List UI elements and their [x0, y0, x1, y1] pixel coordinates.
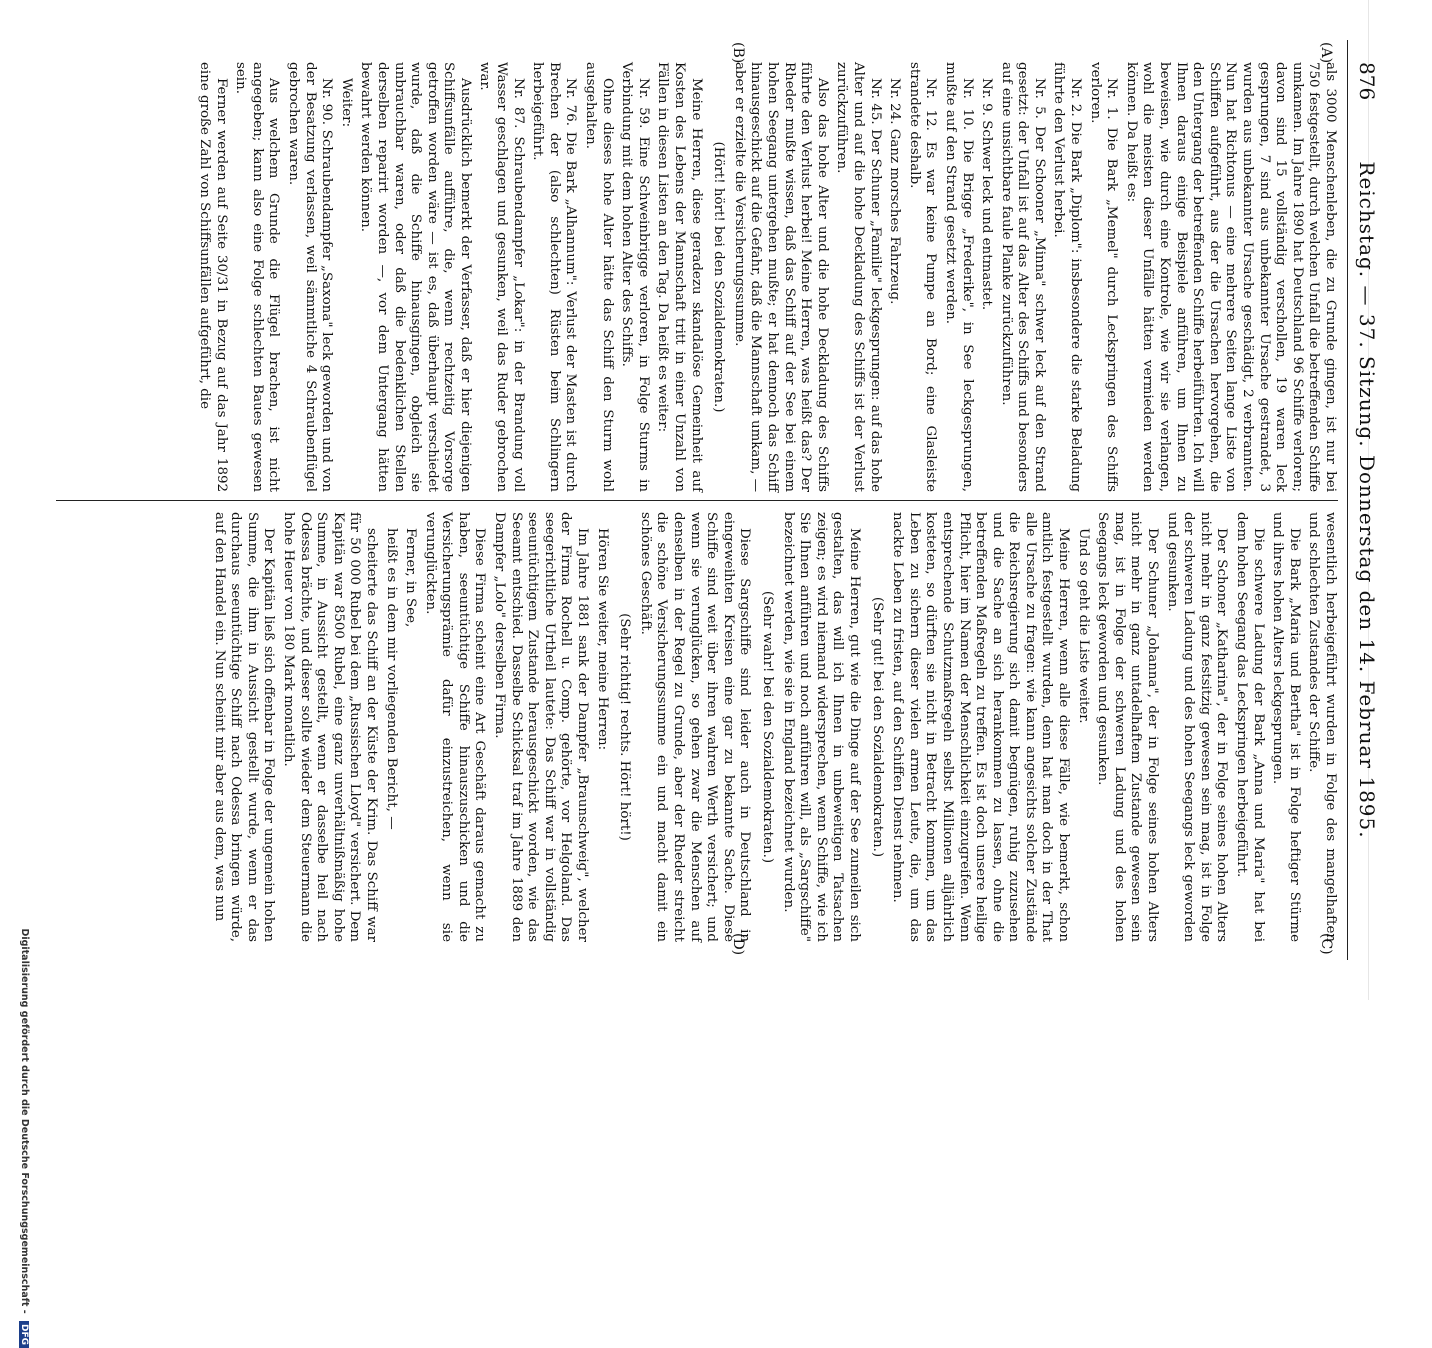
- credit-text: Digitalisierung gefördert durch die Deutsche Forschungsgemeinschaft -: [19, 928, 30, 1314]
- right-column-paragraph: Meine Herren, wenn alle diese Fälle, wie bemerkt, schon amtlich festgestellt wurden, denn hat man doch in der That alle Ursache zu fragen: wie kann angesichts solcher Zustände die Reichsregierung sich damit begnügen, ruhig zuzusehen und die Sache an sich herankommen zu lassen, ohne die betreffenden Maßregeln zu treffen. Es ist doch unsere heilige Pflicht, hier im Namen der Menschlichkeit einzugreifen. Wenn entsprechende Schutzmaßregeln selbst Millionen alljährlich kosteten, so dürften sie nicht in Betracht kommen, um das Leben zu sichern dieser vielen armen Leute, die, um das nackte Leben zu fristen, auf den Schiffen Dienst nehmen.: [890, 512, 1072, 942]
- right-column-paragraph: scheiterte das Schiff an der Küste der Krim. Das Schiff war für 50 000 Rubel bei dem „Russischen Lloyd" versichert. Dem Kapitän war 8500 Rubel, eine ganz unverhältnißmäßig hohe Summe, in Aussicht gestellt, wenn er dasselbe heil nach Odessa brächte, und dieser sollte wieder dem Steuermann die hohe Heuer von 180 Mark monatlich.: [280, 512, 379, 942]
- page-header: [1347, 40, 1386, 960]
- right-column-paragraph: Der Kapitän ließ sich offenbar in Folge der ungemein hohen Summe, die ihm in Aussicht gestellt wurde, wenn er das durchaus seeuntüchtige Schiff nach Odessa bringen würde, auf den Handel ein. Nun scheint mir aber aus dem, was nun: [211, 512, 277, 942]
- left-column-paragraph: Nr. 24. Ganz morsches Fahrzeug.: [887, 78, 903, 305]
- left-column-paragraph: Nr. 76. Die Bark „Alhannum": Verlust der Masten ist durch Brechen der (also schlechten) Rüsten beim Schlingern herbeigeführt.: [530, 62, 579, 492]
- margin-mark-b: (B): [730, 42, 746, 64]
- left-column-paragraph: Nr. 90. Schraubendampfer „Saxona" leck geworden und von der Besatzung verlassen, weil sämmtliche 4 Schraubenflügel gebrochen waren.: [285, 62, 335, 492]
- dfg-logo: DFG: [19, 1321, 29, 1348]
- page-title: Reichstag. — 37. Sitzung. Donnerstag den 14. Februar 1895.: [1355, 161, 1379, 839]
- page-number: 876: [1355, 62, 1379, 101]
- left-column-paragraph: Nr. 87. Schraubendampfer „Lokar": in der Brandung voll Wasser geschlagen und gesunken, weil das Ruder gebrochen war.: [477, 62, 526, 492]
- left-column-paragraph: Nr. 10. Die Brigge „Frederike", in See leckgesprungen, mußte auf den Strand gesetzt werden.: [942, 62, 975, 492]
- right-column-paragraph: wesentlich herbeigeführt wurden in Folge des mangelhaften und schlechten Zustandes der Schiffe.: [1306, 512, 1338, 942]
- left-column-paragraph: Nr. 12. Es war keine Pumpe an Bord; eine Glasleiste strandete deshalb.: [906, 62, 939, 492]
- right-column-paragraph: heißt es in dem mir vorliegenden Bericht, —: [383, 528, 399, 830]
- right-column-paragraph: (Sehr richtig! rechts. Hört! hört!): [617, 613, 633, 841]
- left-column: [46, 62, 1338, 492]
- right-column-paragraph: Hören Sie weiter, meine Herren:: [594, 528, 610, 751]
- left-column-paragraph: Also das hohe Alter und die hohe Deckladung des Schiffs führte den Verlust herbei! Meine Herren, was heißt das? Der Rheder mußte wissen, daß das Schiff auf der See bei einem hohen Seegang untergehen mußte; er hat dennoch das Schiff hinausgeschickt auf die Gefahr, daß die Mannschaft umkam, — aber er erzielte die Versicherungssumme.: [731, 62, 830, 492]
- digitization-credit: [16, 48, 30, 1348]
- right-column-paragraph: Die schwere Ladung der Bark „Anna und Maria" hat bei dem hohen Seegang das Leckspringen herbeigeführt.: [1234, 512, 1266, 942]
- left-column-paragraph: (Hört! hört! bei den Sozialdemokraten.): [711, 141, 727, 413]
- left-column-paragraph: Aus welchem Grunde die Flügel brachen, ist nicht angegeben; kann also eine Folge schlechten Baues gewesen sein.: [233, 62, 282, 492]
- margin-mark-d: (D): [730, 933, 746, 956]
- left-column-paragraph: Weiter:: [338, 78, 354, 128]
- document-page: [19, 40, 1386, 1345]
- margin-mark-c: (C): [1318, 933, 1334, 955]
- left-column-paragraph: Ohne dieses hohe Alter hätte das Schiff den Sturm wohl ausgehalten.: [583, 62, 615, 492]
- right-column-paragraph: Und so geht die Liste weiter.: [1075, 528, 1091, 724]
- left-column-paragraph: Nr. 59. Eine Schweinbrigge verloren, in Folge Sturms in Verbindung mit dem hohen Alter des Schiffs.: [619, 62, 651, 492]
- left-column-paragraph: Nr. 5. Der Schooner „Minna" schwer leck auf den Strand gesetzt: der Unfall ist auf das Alter des Schiffs und besonders auf eine unsichtbare faule Planke zurückzuführen.: [998, 62, 1047, 492]
- right-column-paragraph: Der Schuner „Johanna", der in Folge seines hohen Alters nicht mehr in ganz untadelhaftem Zustande gewesen sein mag, ist in Folge der schweren Ladung und des hohen Seegangs leck geworden und gesunken.: [1095, 512, 1161, 942]
- right-column-paragraph: Diese Firma scheint eine Art Geschäft daraus gemacht zu haben, seeuntüchtige Schiffe hinauszuschicken und die Versicherungsprämie dafür einzustreichen, wenn sie verunglückten.: [422, 512, 488, 942]
- right-column-paragraph: Im Jahre 1881 sank der Dampfer „Braunschweig", welcher der Firma Rochell u. Comp. gehörte, vor Helgoland. Das seegerichtliche Urtheil lautete: Das Schiff war in vollständig seeuntüchtigem Zustande herausgeschickt worden, wie das Seeamt entschied. Dasselbe Schicksal traf im Jahre 1889 den Dampfer „Lolo" derselben Firma.: [492, 512, 591, 942]
- right-column: [46, 512, 1338, 942]
- left-column-paragraph: als 3000 Menschenleben, die zu Grunde gingen, ist nur bei 750 festgestellt, durch welchen Unfall die betreffenden Schiffe umkamen. Im Jahre 1890 hat Deutschland 96 Schiffe verloren; davon sind 15 vollständig verschollen, 19 waren leck gesprungen, 7 sind aus unbekannter Ursache gestrandet, 3 wurden aus unbekannter Ursache geschädigt, 2 verbrannten. Nun hat Richtonus — eine mehrere Seiten lange Liste von Schiffen aufgeführt, aus der die Ursachen hervorgehen, die den Untergang der betreffenden Schiffe herbeiführten. Ich will Ihnen daraus einige Beispiele anführen, um Ihnen zu beweisen, wie durch eine Kontrole, wie wir sie verlangen, wohl die meisten dieser Unfälle hätten vermieden werden können. Da heißt es:: [1123, 62, 1338, 492]
- left-column-paragraph: Nr. 9. Schwer leck und entmastet.: [979, 78, 995, 311]
- right-column-paragraph: (Sehr gut! bei den Sozialdemokraten.): [869, 596, 885, 858]
- text-columns: [46, 40, 1338, 960]
- left-column-paragraph: Ferner werden auf Seite 30/31 in Bezug auf das Jahr 1892 eine große Zahl von Schiffsunfällen aufgeführt, die: [197, 62, 229, 492]
- left-column-paragraph: Nr. 1. Die Bark „Memel" durch Leckspringen des Schiffs verloren.: [1087, 62, 1120, 492]
- left-column-paragraph: Nr. 2. Die Bark „Diplom": insbesondere die starke Beladung führte den Verlust herbei.: [1051, 62, 1084, 492]
- left-column-paragraph: Meine Herren, diese geradezu skandalöse Gemeinheit auf Kosten des Lebens der Mannschaft tritt in einer Unzahl von Fällen in diesen Listen an den Tag. Da heißt es weiter:: [655, 62, 704, 492]
- margin-mark-a: (A): [1318, 42, 1334, 64]
- right-column-paragraph: (Sehr wahr! bei den Sozialdemokraten.): [760, 590, 775, 864]
- right-column-paragraph: Meine Herren, gut wie die Dinge auf der See zumeilen sich gestalten, das will ich Ihnen in unbeweitigen Tatsachen zeigen; es wird niemand widersprechen, wenn Schiffe, wie ich Sie Ihnen anführen und noch anführen will, als „Sargschiffe" bezeichnet werden, wie sie in England bezeichnet wurden.: [780, 512, 862, 942]
- right-column-paragraph: Die Bark „Maria und Bertha" ist in Folge heftiger Stürme und ihres hohen Alters leckgesprungen.: [1270, 512, 1302, 942]
- left-column-paragraph: Ausdrücklich bemerkt der Verfasser, daß er hier diejenigen Schiffsunfälle aufführe, die, wenn rechtzeitig Vorsorge getroffen worden wäre — ist es, daß überhaupt verschiedet wurde, daß die Schiffe hinausgingen, obgleich sie unbrauchbar waren, oder daß die bedenklichen Stellen derselben reparirt worden —, vor dem Untergang hätten bewahrt werden können.: [358, 62, 473, 492]
- left-column-paragraph: Nr. 45. Der Schuner „Familie" leckgesprungen: auf das hohe Alter und auf die hohe Deckladung des Schiffs ist der Verlust zurückzuführen.: [834, 62, 883, 492]
- right-column-paragraph: Der Schoner „Katharina", der in Folge seines hohen Alters nicht mehr in ganz festsitzig gewesen sein mag, ist in Folge der schweren Ladung und des hohen Seegangs leck geworden und gesunken.: [1164, 512, 1230, 942]
- right-column-paragraph: Ferner, in See,: [403, 528, 419, 628]
- right-column-paragraph: Diese Sargschiffe sind leider auch in Deutschland in eingeweihten Kreisen eine gar zu bekannte Sache. Diese Schiffe sind weit über ihren wahren Werth versichert; und wenn sie verunglücken, so gehen zwar die Menschen auf denselben in der Regel zu Grunde, aber der Rheder streicht die schöne Versicherungssumme ein und macht damit ein schönes Geschäft.: [637, 512, 753, 942]
